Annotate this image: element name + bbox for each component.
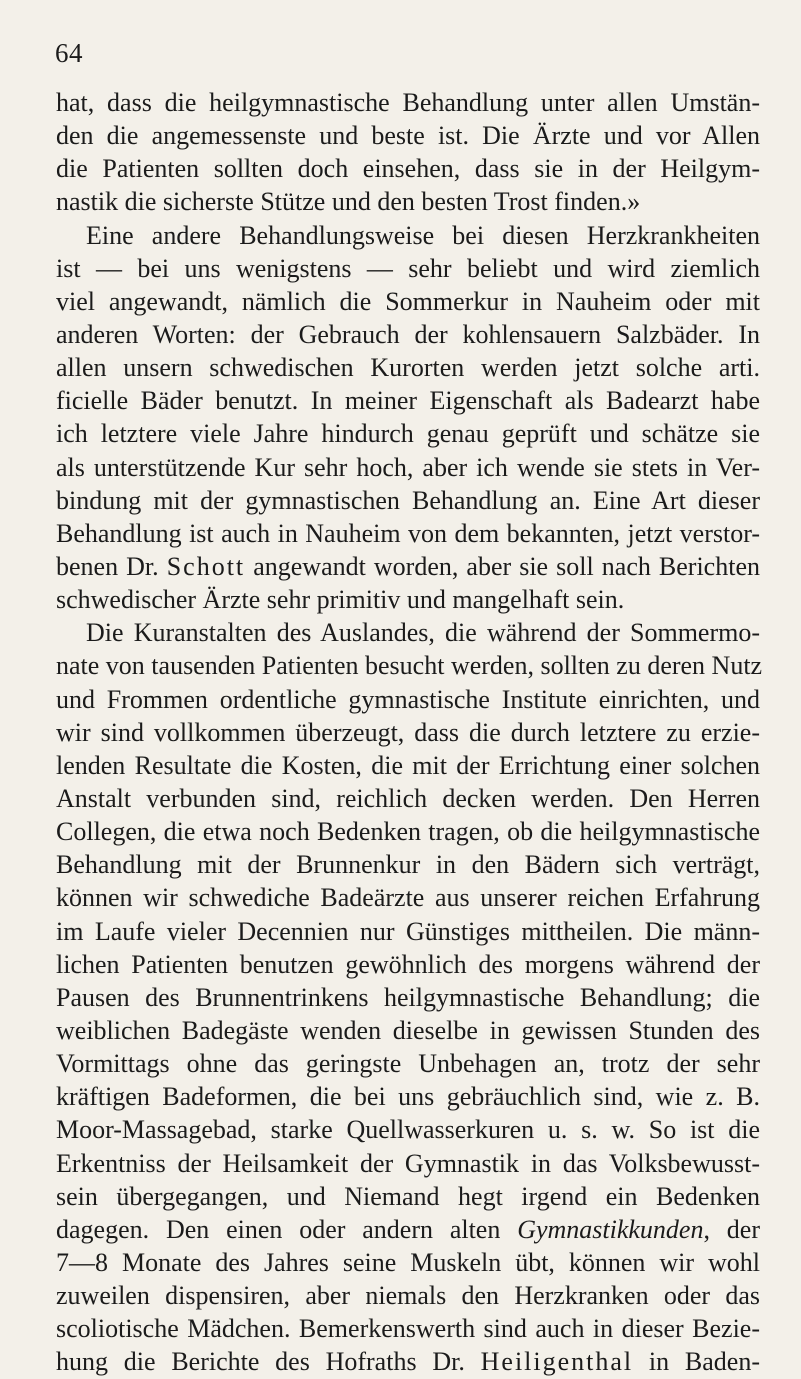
text-line (56, 1014, 760, 1047)
text-segment: lichen Patienten benutzen gewöhnlich des morgens während der (56, 949, 760, 979)
text-line (56, 1312, 760, 1345)
text-segment: lenden Resultate die Kosten, die mit der Errichtung einer solchen (56, 750, 760, 780)
text-line (56, 848, 760, 881)
spaced-name: Heiligenthal (480, 1347, 634, 1377)
text-segment: Vormittags ohne das geringste Unbehagen an, trotz der sehr (56, 1049, 760, 1079)
text-line (56, 185, 760, 218)
text-line (56, 881, 760, 914)
text-segment: nastik die sicherste Stütze und den besten Trost finden.» (56, 187, 641, 217)
text-line (56, 1047, 760, 1080)
text-line (56, 1180, 760, 1213)
text-line (56, 915, 760, 948)
text-line (56, 285, 760, 318)
text-segment: ich letztere viele Jahre hindurch genau geprüft und schätze sie (56, 419, 760, 449)
text-segment: Eine andere Behandlungsweise bei diesen Herzkrankheiten (86, 220, 760, 250)
text-segment: allen unsern schwedischen Kurorten werden jetzt solche arti. (56, 353, 760, 383)
text-segment: dagegen. Den einen oder andern alten (56, 1214, 518, 1244)
text-segment: und Frommen ordentliche gymnastische Institute einrichten, und (56, 684, 760, 714)
page-number: 64 (55, 38, 83, 68)
text-line (56, 152, 760, 185)
text-line (56, 583, 760, 616)
text-segment: Collegen, die etwa noch Bedenken tragen, ob die heilgymnastische (56, 817, 760, 847)
text-line (56, 948, 760, 981)
text-segment: zuweilen dispensiren, aber niemals den Herzkranken oder das (56, 1281, 760, 1311)
text-segment: nate von tausenden Patienten besucht werden, sollten zu deren Nutz (56, 651, 763, 681)
text-line (56, 351, 760, 384)
text-line (56, 384, 760, 417)
text-line (56, 1147, 760, 1180)
text-segment: , der (703, 1214, 760, 1244)
text-segment: die Patienten sollten doch einsehen, dass sie in der Heilgym- (56, 154, 760, 184)
text-line (56, 981, 760, 1014)
text-segment: können wir schwediche Badeärzte aus unserer reichen Erfahrung (56, 883, 760, 913)
text-segment: Die Kuranstalten des Auslandes, die während der Sommermo- (86, 618, 760, 648)
text-segment: Behandlung ist auch in Nauheim von dem bekannten, jetzt verstor- (56, 518, 760, 548)
text-line (56, 517, 760, 550)
text-line (56, 649, 763, 682)
text-segment: als unterstützende Kur sehr hoch, aber ich wende sie stets in Ver- (56, 452, 760, 482)
text-line (56, 815, 760, 848)
body-text (56, 86, 763, 1378)
text-segment: im Laufe vieler Decennien nur Günstiges mittheilen. Die männ- (56, 916, 760, 946)
text-segment: den die angemessenste und beste ist. Die Ärzte und vor Allen (56, 121, 760, 151)
text-segment: 7—8 Monate des Jahres seine Muskeln übt, können wir wohl (56, 1247, 760, 1277)
text-line (56, 1345, 760, 1378)
text-segment: bindung mit der gymnastischen Behandlung an. Eine Art dieser (56, 485, 760, 515)
text-line (56, 252, 760, 285)
text-segment: hat, dass die heilgymnastische Behandlung unter allen Umstän- (56, 88, 760, 117)
text-segment: Erkentniss der Heilsamkeit der Gymnastik in das Volksbewusst- (56, 1148, 760, 1178)
text-line (56, 683, 760, 716)
text-line (56, 782, 760, 815)
text-line (56, 1279, 760, 1312)
text-segment: hung die Berichte des Hofraths Dr. (56, 1347, 481, 1377)
text-line (56, 484, 760, 517)
text-segment: wir sind vollkommen überzeugt, dass die durch letztere zu erzie- (56, 717, 760, 747)
text-line (56, 1213, 760, 1246)
text-segment: scoliotische Mädchen. Bemerkenswerth sind auch in dieser Bezie- (56, 1314, 760, 1344)
text-line (56, 119, 760, 152)
text-segment: schwedischer Ärzte sehr primitiv und mangelhaft sein. (56, 585, 625, 615)
text-line (56, 219, 760, 252)
text-line (56, 1080, 760, 1113)
text-segment: benen Dr. (56, 551, 167, 581)
text-line (56, 1246, 760, 1279)
text-line (56, 749, 760, 782)
spaced-name: Schott (166, 551, 246, 581)
text-line (56, 318, 760, 351)
text-segment: sein übergegangen, und Niemand hegt irgend ein Bedenken (56, 1181, 760, 1211)
text-segment: Moor-Massagebad, starke Quellwasserkuren u. s. w. So ist die (56, 1115, 760, 1145)
text-segment: Anstalt verbunden sind, reichlich decken werden. Den Herren (56, 783, 760, 813)
text-segment: in Baden- (633, 1347, 760, 1377)
text-segment: Pausen des Brunnentrinkens heilgymnastische Behandlung; die (56, 982, 760, 1012)
text-line (56, 1113, 760, 1146)
italic-term: Gymnastikkunden (517, 1214, 704, 1244)
text-segment: angewandt worden, aber sie soll nach Berichten (245, 551, 760, 581)
text-line (56, 616, 760, 649)
text-segment: weiblichen Badegäste wenden dieselbe in gewissen Stunden des (56, 1015, 760, 1045)
text-segment: kräftigen Badeformen, die bei uns gebräuchlich sind, wie z. B. (56, 1082, 760, 1112)
text-line (56, 417, 760, 450)
text-segment: anderen Worten: der Gebrauch der kohlensauern Salzbäder. In (56, 319, 760, 349)
text-line (56, 86, 760, 119)
text-line (56, 451, 760, 484)
text-segment: ficielle Bäder benutzt. In meiner Eigenschaft als Badearzt habe (56, 386, 760, 416)
text-segment: viel angewandt, nämlich die Sommerkur in Nauheim oder mit (56, 286, 760, 316)
text-line (56, 550, 760, 583)
text-segment: Behandlung mit der Brunnenkur in den Bädern sich verträgt, (56, 850, 760, 880)
text-line (56, 716, 760, 749)
text-segment: ist — bei uns wenigstens — sehr beliebt und wird ziemlich (56, 253, 760, 283)
